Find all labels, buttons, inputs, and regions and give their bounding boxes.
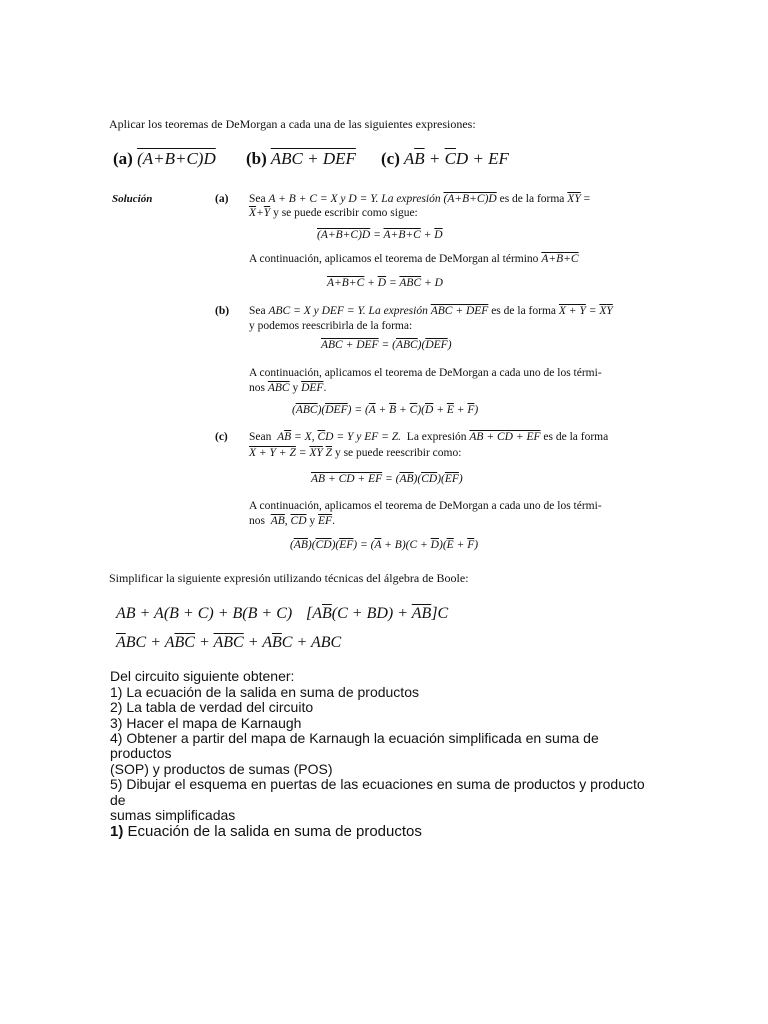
answer-heading [110,823,422,840]
circuit-item-2: 2) La tabla de verdad del circuito [110,699,314,715]
part-b-eq2: $(ABC)(DEF) = (\overline{A} + \overline{B} + \overline{C})(\overline{D} + \overline{E} + \overline{F})$ [292,404,479,416]
part-a-label: (a) [215,193,229,205]
part-c-line2: $X + Y + Z = \overline{X}\overline{Y}$ $\overline{Z}$ y se puede reescribir como: [249,447,462,459]
part-b-line3: A continuación, aplicamos el teorema de DeMorgan a cada uno de los térmi- [249,367,602,379]
circuit-item-4-cont: productos [110,745,172,761]
circuit-intro: Del circuito siguiente obtener: [110,668,295,684]
exercise-a: (a) (A+B+C)D [113,149,216,168]
demorgan-instructions: Aplicar los teoremas de DeMorgan a cada una de las siguientes expresiones: [109,117,476,131]
part-a-eq1: $(A+B+C)D = A+B+C + \overline{D}$ [317,229,443,241]
part-c-line4: nos AB, CD y $\overline{EF}$. [249,515,335,527]
part-b-line2: y podemos reescribirla de la forma: [249,320,413,332]
part-c-eq2: $(AB)(CD)(EF) = (\overline{A} + B)(C + \overline{D})(\overline{E} + \overline{F})$ [290,539,479,551]
part-a-eq2: $A+B+C + D = \overline{A}\overline{B}\overline{C} + D$ [327,277,443,289]
circuit-item-4: 4) Obtener a partir del mapa de Karnaugh la ecuación simplificada en suma de [110,730,599,746]
circuit-item-1: 1) La ecuación de la salida en suma de productos [110,684,419,700]
answer-text: Ecuación de la salida en suma de productos [127,823,422,840]
part-c-line3: A continuación, aplicamos el teorema de DeMorgan a cada uno de los térmi- [249,500,602,512]
part-a-line2: $\overline{X}+\overline{Y}$ y se puede escribir como sigue: [249,207,418,219]
part-c-label: (c) [215,431,228,443]
circuit-item-4-cont2: (SOP) y productos de sumas (POS) [110,761,333,777]
boole-expression-1: AB + A(B + C) + B(B + C) [116,605,293,622]
boole-instructions: Simplificar la siguiente expresión utilizando técnicas del álgebra de Boole: [109,571,469,585]
part-b-label: (b) [215,305,230,317]
answer-number: 1) [110,823,124,840]
part-b-line4: nos $\overline{ABC}$ y $\overline{DEF}$. [249,382,327,394]
part-b-eq1: ABC + DEF = $(\overline{ABC})(\overline{DEF})$ [321,339,452,351]
boole-expression-2: $[A\overline{B}(C + BD) + \overline{A}\overline{B}]C$ [306,605,449,622]
part-c-eq1: AB + CD + EF = $(AB)(CD)(\overline{EF})$ [311,473,463,485]
circuit-item-5: 5) Dibujar el esquema en puertas de las ecuaciones en suma de productos y producto [110,776,645,792]
boole-expression-3: $\overline{A}BC + A\overline{B}\overline{C} + \overline{A}\overline{B}\overline{C} + A\overline{B}C$ + ABC [116,634,342,651]
circuit-item-5-cont: de [110,792,126,808]
circuit-item-3: 3) Hacer el mapa de Karnaugh [110,715,302,731]
exercise-b: (b) ABC + DEF [246,149,356,168]
exercise-c: (c) $A\overline{B} + \overline{C}D$ + EF [381,149,509,168]
solution-title: Solución [112,193,153,205]
part-b-line1: Sea ABC = X y DEF = Y. La expresión ABC + DEF es de la forma $X + Y = \overline{X}\overline{Y}$ [249,305,613,317]
circuit-item-5-cont2: sumas simplificadas [110,807,236,823]
part-a-line3: A continuación, aplicamos el teorema de DeMorgan al término A+B+C [249,253,579,265]
part-c-line1: Sean $A\overline{B} = X$, $\overline{C}D = Y$ y EF = Z. La expresión AB + CD + EF es de la forma [249,431,609,443]
part-a-line1: Sea A + B + C = X y D = Y. La expresión (A+B+C)D es de la forma $\overline{XY}$ = [249,193,591,205]
